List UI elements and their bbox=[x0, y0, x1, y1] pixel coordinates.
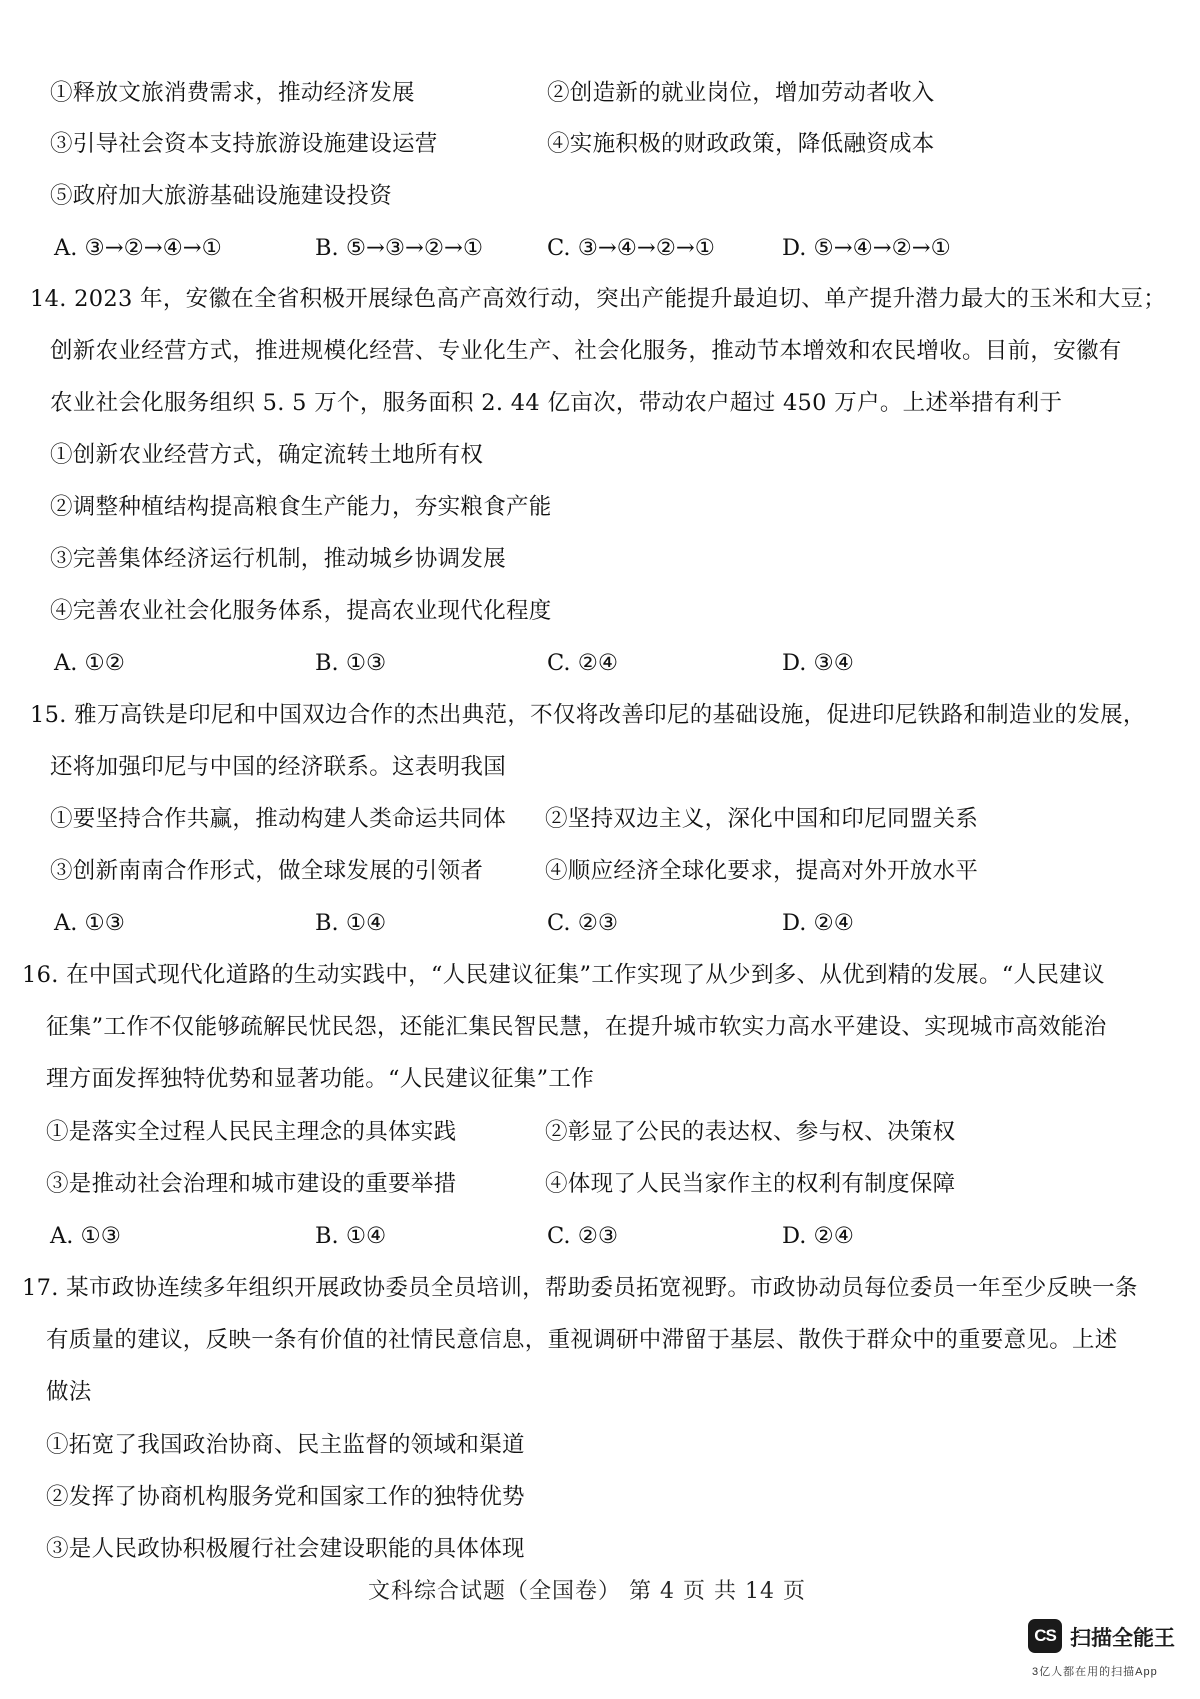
q16-choice-a: A. ①③ bbox=[50, 1223, 121, 1249]
q16-stem-line-2: 征集”工作不仅能够疏解民忧民怨，还能汇集民智民慧，在提升城市软实力高水平建设、实现城市高效能治 bbox=[46, 1014, 1107, 1040]
q17-item-2: ②发挥了协商机构服务党和国家工作的独特优势 bbox=[46, 1484, 525, 1510]
q13-item-2: ②创造新的就业岗位，增加劳动者收入 bbox=[547, 80, 935, 106]
q15-item-4: ④顺应经济全球化要求，提高对外开放水平 bbox=[545, 858, 979, 884]
q15-item-3: ③创新南南合作形式，做全球发展的引领者 bbox=[50, 858, 484, 884]
q16-item-3: ③是推动社会治理和城市建设的重要举措 bbox=[46, 1171, 457, 1197]
q16-choice-d: D. ②④ bbox=[782, 1223, 854, 1249]
q17-stem-line-1: 17. 某市政协连续多年组织开展政协委员全员培训，帮助委员拓宽视野。市政协动员每位委员一年至少反映一条 bbox=[22, 1275, 1138, 1301]
q16-stem-line-3: 理方面发挥独特优势和显著功能。“人民建议征集”工作 bbox=[46, 1066, 595, 1092]
q15-choice-d: D. ②④ bbox=[782, 910, 854, 936]
q15-stem-line-1: 15. 雅万高铁是印尼和中国双边合作的杰出典范，不仅将改善印尼的基础设施，促进印尼铁路和制造业的发展， bbox=[30, 702, 1146, 728]
q15-choice-b: B. ①④ bbox=[315, 910, 387, 936]
q14-choice-a: A. ①② bbox=[54, 650, 125, 676]
q16-choice-c: C. ②③ bbox=[547, 1223, 619, 1249]
q14-item-1: ①创新农业经营方式，确定流转土地所有权 bbox=[50, 442, 484, 468]
q14-choice-c: C. ②④ bbox=[547, 650, 619, 676]
q15-item-2: ②坚持双边主义，深化中国和印尼同盟关系 bbox=[545, 806, 979, 832]
q17-item-3: ③是人民政协积极履行社会建设职能的具体体现 bbox=[46, 1536, 525, 1562]
q15-item-1: ①要坚持合作共赢，推动构建人类命运共同体 bbox=[50, 806, 507, 832]
q13-item-5: ⑤政府加大旅游基础设施建设投资 bbox=[50, 183, 393, 209]
q15-choice-a: A. ①③ bbox=[54, 910, 125, 936]
q14-stem-line-3: 农业社会化服务组织 5. 5 万个，服务面积 2. 44 亿亩次，带动农户超过 450 万户。上述举措有利于 bbox=[50, 390, 1063, 416]
q14-stem-line-2: 创新农业经营方式，推进规模化经营、专业化生产、社会化服务，推动节本增效和农民增收。目前，安徽有 bbox=[50, 338, 1122, 364]
q14-item-4: ④完善农业社会化服务体系，提高农业现代化程度 bbox=[50, 598, 552, 624]
page-footer: 文科综合试题（全国卷） 第 4 页 共 14 页 bbox=[368, 1579, 806, 1604]
q13-item-1: ①释放文旅消费需求，推动经济发展 bbox=[50, 80, 415, 106]
q15-stem-line-2: 还将加强印尼与中国的经济联系。这表明我国 bbox=[50, 754, 507, 780]
q16-stem-line-1: 16. 在中国式现代化道路的生动实践中，“人民建议征集”工作实现了从少到多、从优到精的发展。“人民建议 bbox=[22, 962, 1105, 988]
q14-choice-d: D. ③④ bbox=[782, 650, 854, 676]
q16-choice-b: B. ①④ bbox=[315, 1223, 387, 1249]
q13-choice-d: D. ⑤→④→②→① bbox=[782, 235, 951, 261]
q16-item-2: ②彰显了公民的表达权、参与权、决策权 bbox=[545, 1119, 956, 1145]
q13-choice-a: A. ③→②→④→① bbox=[54, 235, 222, 261]
camscanner-logo-icon: CS bbox=[1028, 1619, 1062, 1653]
q15-choice-c: C. ②③ bbox=[547, 910, 619, 936]
q14-stem-line-1: 14. 2023 年，安徽在全省积极开展绿色高产高效行动，突出产能提升最迫切、单产提升潜力最大的玉米和大豆； bbox=[30, 286, 1167, 312]
scanner-app-name: 扫描全能王 bbox=[1070, 1627, 1175, 1650]
q14-item-2: ②调整种植结构提高粮食生产能力，夯实粮食产能 bbox=[50, 494, 552, 520]
q14-item-3: ③完善集体经济运行机制，推动城乡协调发展 bbox=[50, 546, 507, 572]
q13-item-4: ④实施积极的财政政策，降低融资成本 bbox=[547, 131, 935, 157]
q17-stem-line-2: 有质量的建议，反映一条有价值的社情民意信息，重视调研中滞留于基层、散佚于群众中的重要意见。上述 bbox=[46, 1327, 1118, 1353]
q17-item-1: ①拓宽了我国政治协商、民主监督的领域和渠道 bbox=[46, 1432, 525, 1458]
q13-item-3: ③引导社会资本支持旅游设施建设运营 bbox=[50, 131, 438, 157]
q13-choice-b: B. ⑤→③→②→① bbox=[315, 235, 484, 261]
q17-stem-line-3: 做法 bbox=[46, 1379, 92, 1405]
q14-choice-b: B. ①③ bbox=[315, 650, 387, 676]
q13-choice-c: C. ③→④→②→① bbox=[547, 235, 715, 261]
q16-item-1: ①是落实全过程人民民主理念的具体实践 bbox=[46, 1119, 457, 1145]
q16-item-4: ④体现了人民当家作主的权利有制度保障 bbox=[545, 1171, 956, 1197]
scanner-tagline: 3亿人都在用的扫描App bbox=[1032, 1666, 1158, 1678]
